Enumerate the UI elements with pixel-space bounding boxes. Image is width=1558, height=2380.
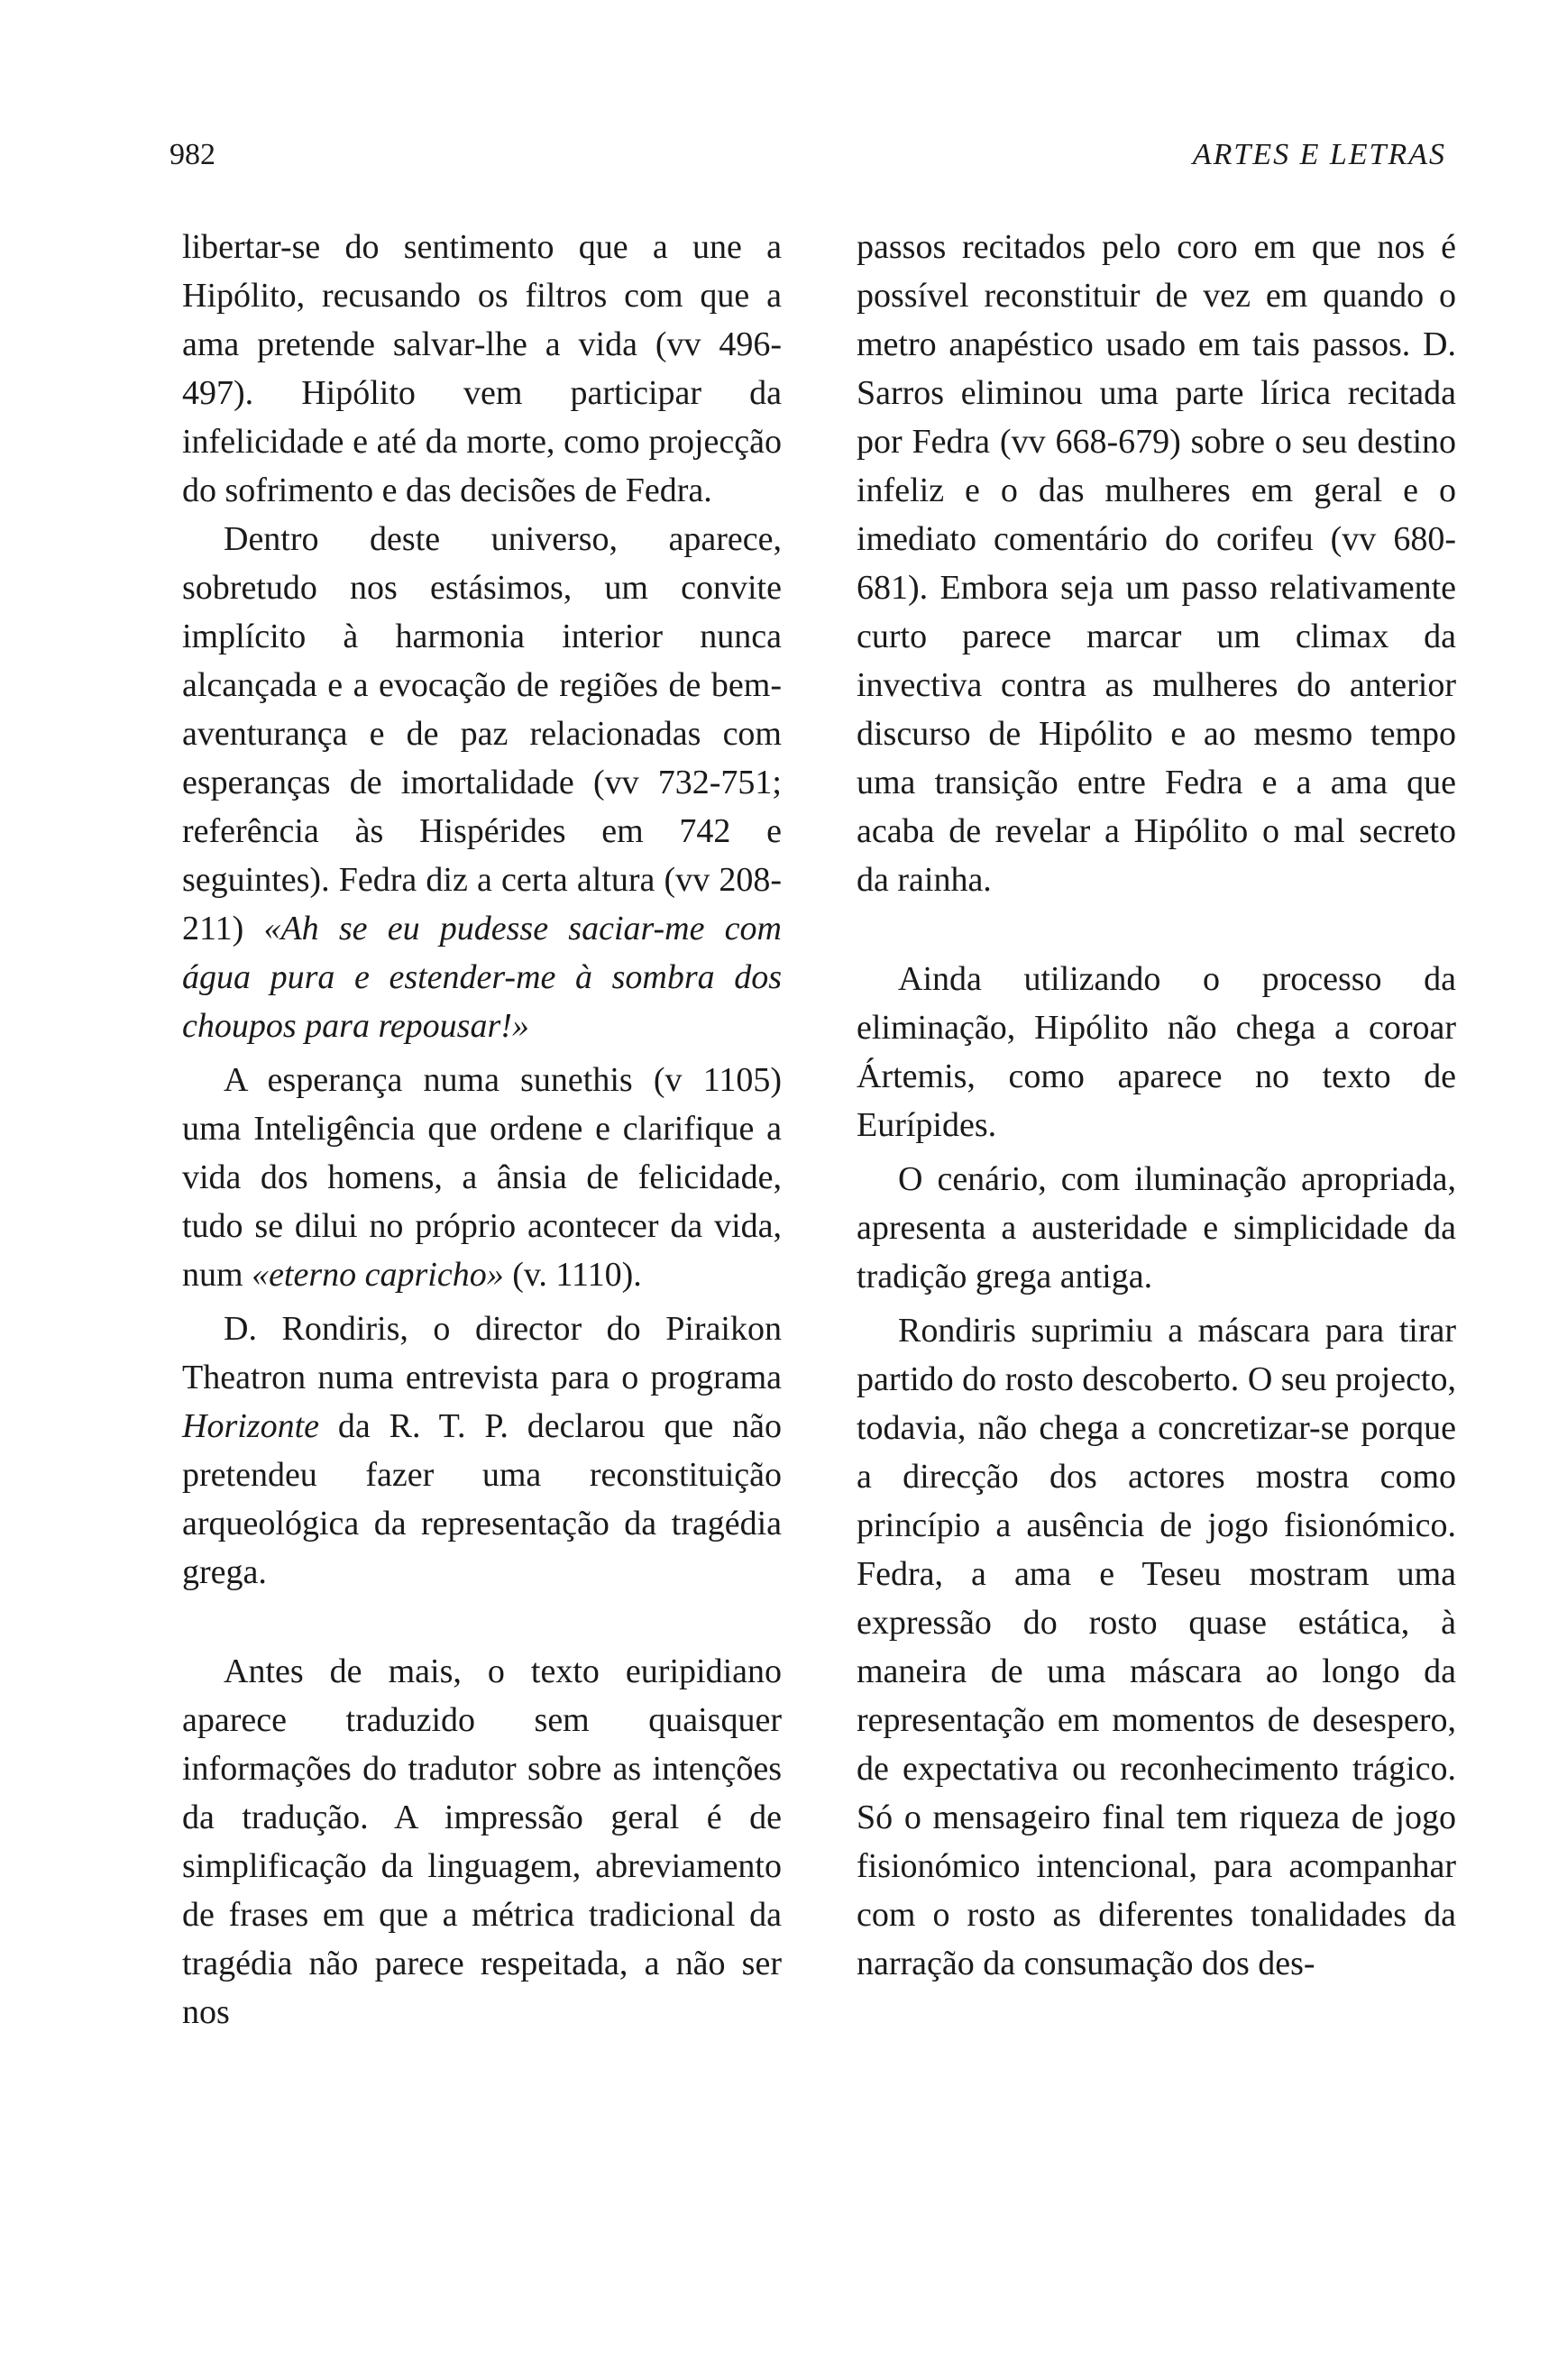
paragraph [182,1304,782,1597]
paragraph: Rondiris suprimiu a máscara para tirar partido do rosto descoberto. O seu projecto, todavia, não chega a concretizar-se porque a direcção dos actores mostra como princípio a ausência de jogo fisionómico. Fedra, a ama e Teseu mostram uma expressão do rosto quase estática, à maneira de uma máscara ao longo da representação em momentos de desespero, de expectativa ou reconhecimento trágico. Só o mensageiro final tem riqueza de jogo fisionómico intencional, para acompanhar com o rosto as diferentes tonalidades da narração da consumação dos des- [857,1312,1456,1982]
right-column [857,223,1456,1988]
paragraph [182,1056,782,1299]
paragraph: libertar-se do sentimento que a une a Hipólito, recusando os filtros com que a ama pretende salvar-lhe a vida (vv 496-497). Hipólito vem participar da infelicidade e até da morte, como projecção do sofrimento e das decisões de Fedra. [182,228,782,509]
paragraph: Ainda utilizando o processo da eliminação, Hipólito não chega a coroar Ártemis, como aparece no texto de Eurípides. [857,960,1456,1144]
paragraph-text: da R. T. P. declarou que não pretendeu fazer uma reconstituição arqueológica da representação da tragédia grega. [182,1407,782,1591]
program-title: Horizonte [182,1407,319,1445]
paragraph-text: Dentro deste universo, aparece, sobretudo nos estásimos, um convite implícito à harmonia interior nunca alcançada e a evocação de regiões de bem-aventurança e de paz relacionadas com esperanças de imortalidade (vv 732-751; referência às Hispérides em 742 e seguintes). Fedra diz a certa altura (vv 208-211) [182,520,782,947]
running-title: ARTES E LETRAS [1192,138,1446,171]
page-number: 982 [170,138,215,171]
paragraph: O cenário, com iluminação apropriada, apresenta a austeridade e simplicidade da tradição grega antiga. [857,1160,1456,1295]
paragraph-text: (v. 1110). [503,1256,642,1294]
quotation: «eterno capricho» [252,1256,504,1294]
paragraph [182,515,782,1050]
paragraph-text: D. Rondiris, o director do Piraikon Theatron numa entrevista para o programa [182,1310,782,1396]
paragraph: passos recitados pelo coro em que nos é possível reconstituir de vez em quando o metro anapéstico usado em tais passos. D. Sarros eliminou uma parte lírica recitada por Fedra (vv 668-679) sobre o seu destino infeliz e o das mulheres em geral e o imediato comentário do corifeu (vv 680-681). Embora seja um passo relativamente curto parece marcar um climax da invectiva contra as mulheres do anterior discurso de Hipólito e ao mesmo tempo uma transição entre Fedra e a ama que acaba de revelar a Hipólito o mal secreto da rainha. [857,228,1456,899]
paragraph-text: A esperança numa sunethis (v 1105) uma Inteligência que ordene e clarifique a vida dos homens, a ânsia de felicidade, tudo se dilui no próprio acontecer da vida, num [182,1061,782,1294]
left-column [182,223,782,2037]
paragraph: Antes de mais, o texto euripidiano aparece traduzido sem quaisquer informações do tradutor sobre as intenções da tradução. A impressão geral é de simplificação da linguagem, abreviamento de frases em que a métrica tradicional da tragédia não parece respeitada, a não ser nos [182,1652,782,2031]
quotation: «Ah se eu pudesse saciar-me com água pura e estender-me à sombra dos choupos para repousar!» [182,910,782,1045]
